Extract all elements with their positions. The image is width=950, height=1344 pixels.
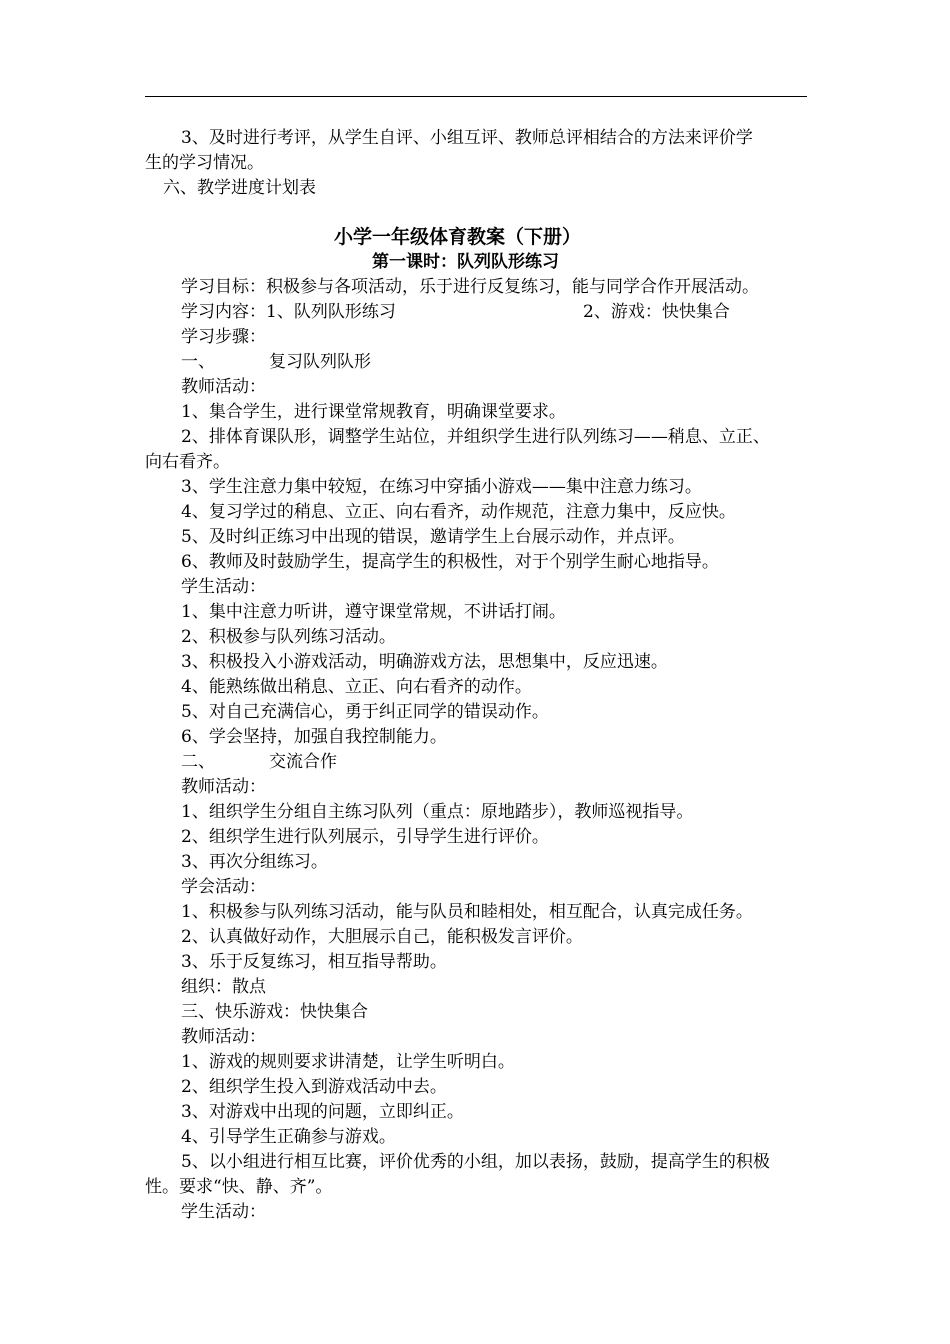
part-1-student-item: 6、学会坚持，加强自我控制能力。 <box>181 727 447 747</box>
part-2-teacher-item: 1、组织学生分组自主练习队列（重点：原地踏步），教师巡视指导。 <box>181 802 694 822</box>
part-2-learn-item: 3、乐于反复练习，相互指导帮助。 <box>181 952 447 972</box>
part-1-teacher-item: 向右看齐。 <box>145 452 230 472</box>
learning-goal: 学习目标：积极参与各项活动，乐于进行反复练习，能与同学合作开展活动。 <box>181 277 759 297</box>
part-2-teacher-item: 2、组织学生进行队列展示，引导学生进行评价。 <box>181 827 549 847</box>
part-3-teacher-item: 2、组织学生投入到游戏活动中去。 <box>181 1077 447 1097</box>
part-2-teacher-label: 教师活动： <box>181 777 266 797</box>
part-1-teacher-label: 教师活动： <box>181 377 266 397</box>
section-6-heading: 六、教学进度计划表 <box>163 178 316 198</box>
part-1-number: 一、 <box>181 352 215 372</box>
part-2-learn-item: 2、认真做好动作，大胆展示自己，能积极发言评价。 <box>181 927 583 947</box>
part-1-student-item: 5、对自己充满信心，勇于纠正同学的错误动作。 <box>181 702 549 722</box>
part-1-teacher-item: 3、学生注意力集中较短，在练习中穿插小游戏——集中注意力练习。 <box>181 477 702 497</box>
part-2-heading: 交流合作 <box>269 752 337 772</box>
part-1-student-item: 3、积极投入小游戏活动，明确游戏方法，思想集中，反应迅速。 <box>181 652 668 672</box>
part-1-teacher-item: 1、集合学生，进行课堂常规教育，明确课堂要求。 <box>181 402 566 422</box>
part-1-student-item: 1、集中注意力听讲，遵守课堂常规，不讲话打闹。 <box>181 602 566 622</box>
part-1-teacher-item: 4、复习学过的稍息、立正、向右看齐，动作规范，注意力集中，反应快。 <box>181 502 736 522</box>
part-1-student-label: 学生活动： <box>181 577 266 597</box>
part-3-heading: 三、快乐游戏：快快集合 <box>181 1002 368 1022</box>
learning-steps-label: 学习步骤： <box>181 327 266 347</box>
part-2-learn-item: 1、积极参与队列练习活动，能与队员和睦相处，相互配合，认真完成任务。 <box>181 902 753 922</box>
evaluation-item-3-line1: 3、及时进行考评，从学生自评、小组互评、教师总评相结合的方法来评价学 <box>181 128 753 148</box>
part-1-student-item: 4、能熟练做出稍息、立正、向右看齐的动作。 <box>181 677 532 697</box>
part-3-teacher-item: 性。要求“快、静、齐”。 <box>145 1177 333 1197</box>
part-1-student-item: 2、积极参与队列练习活动。 <box>181 627 396 647</box>
learning-content-2: 2、游戏：快快集合 <box>583 302 730 322</box>
part-1-teacher-item: 5、及时纠正练习中出现的错误，邀请学生上台展示动作，并点评。 <box>181 527 685 547</box>
lesson-subtitle: 第一课时：队列队形练习 <box>372 252 559 272</box>
part-1-teacher-item: 2、排体育课队形，调整学生站位，并组织学生进行队列练习——稍息、立正、 <box>181 427 770 447</box>
part-3-student-label: 学生活动： <box>181 1202 266 1222</box>
part-2-number: 二、 <box>181 752 215 772</box>
part-2-teacher-item: 3、再次分组练习。 <box>181 852 328 872</box>
part-1-teacher-item: 6、教师及时鼓励学生，提高学生的积极性，对于个别学生耐心地指导。 <box>181 552 719 572</box>
part-3-teacher-item: 1、游戏的规则要求讲清楚，让学生听明白。 <box>181 1052 515 1072</box>
part-3-teacher-item: 3、对游戏中出现的问题，立即纠正。 <box>181 1102 464 1122</box>
evaluation-item-3-line2: 生的学习情况。 <box>145 153 264 173</box>
part-3-teacher-item: 4、引导学生正确参与游戏。 <box>181 1127 396 1147</box>
lesson-title: 小学一年级体育教案（下册） <box>334 226 582 248</box>
part-2-organization: 组织：散点 <box>181 977 266 997</box>
learning-content-1: 学习内容：1、队列队形练习 <box>181 302 396 322</box>
header-rule <box>145 96 807 97</box>
part-1-heading: 复习队列队形 <box>269 352 371 372</box>
part-3-teacher-item: 5、以小组进行相互比赛，评价优秀的小组，加以表扬，鼓励，提高学生的积极 <box>181 1152 770 1172</box>
part-3-teacher-label: 教师活动： <box>181 1027 266 1047</box>
part-2-learn-label: 学会活动： <box>181 877 266 897</box>
